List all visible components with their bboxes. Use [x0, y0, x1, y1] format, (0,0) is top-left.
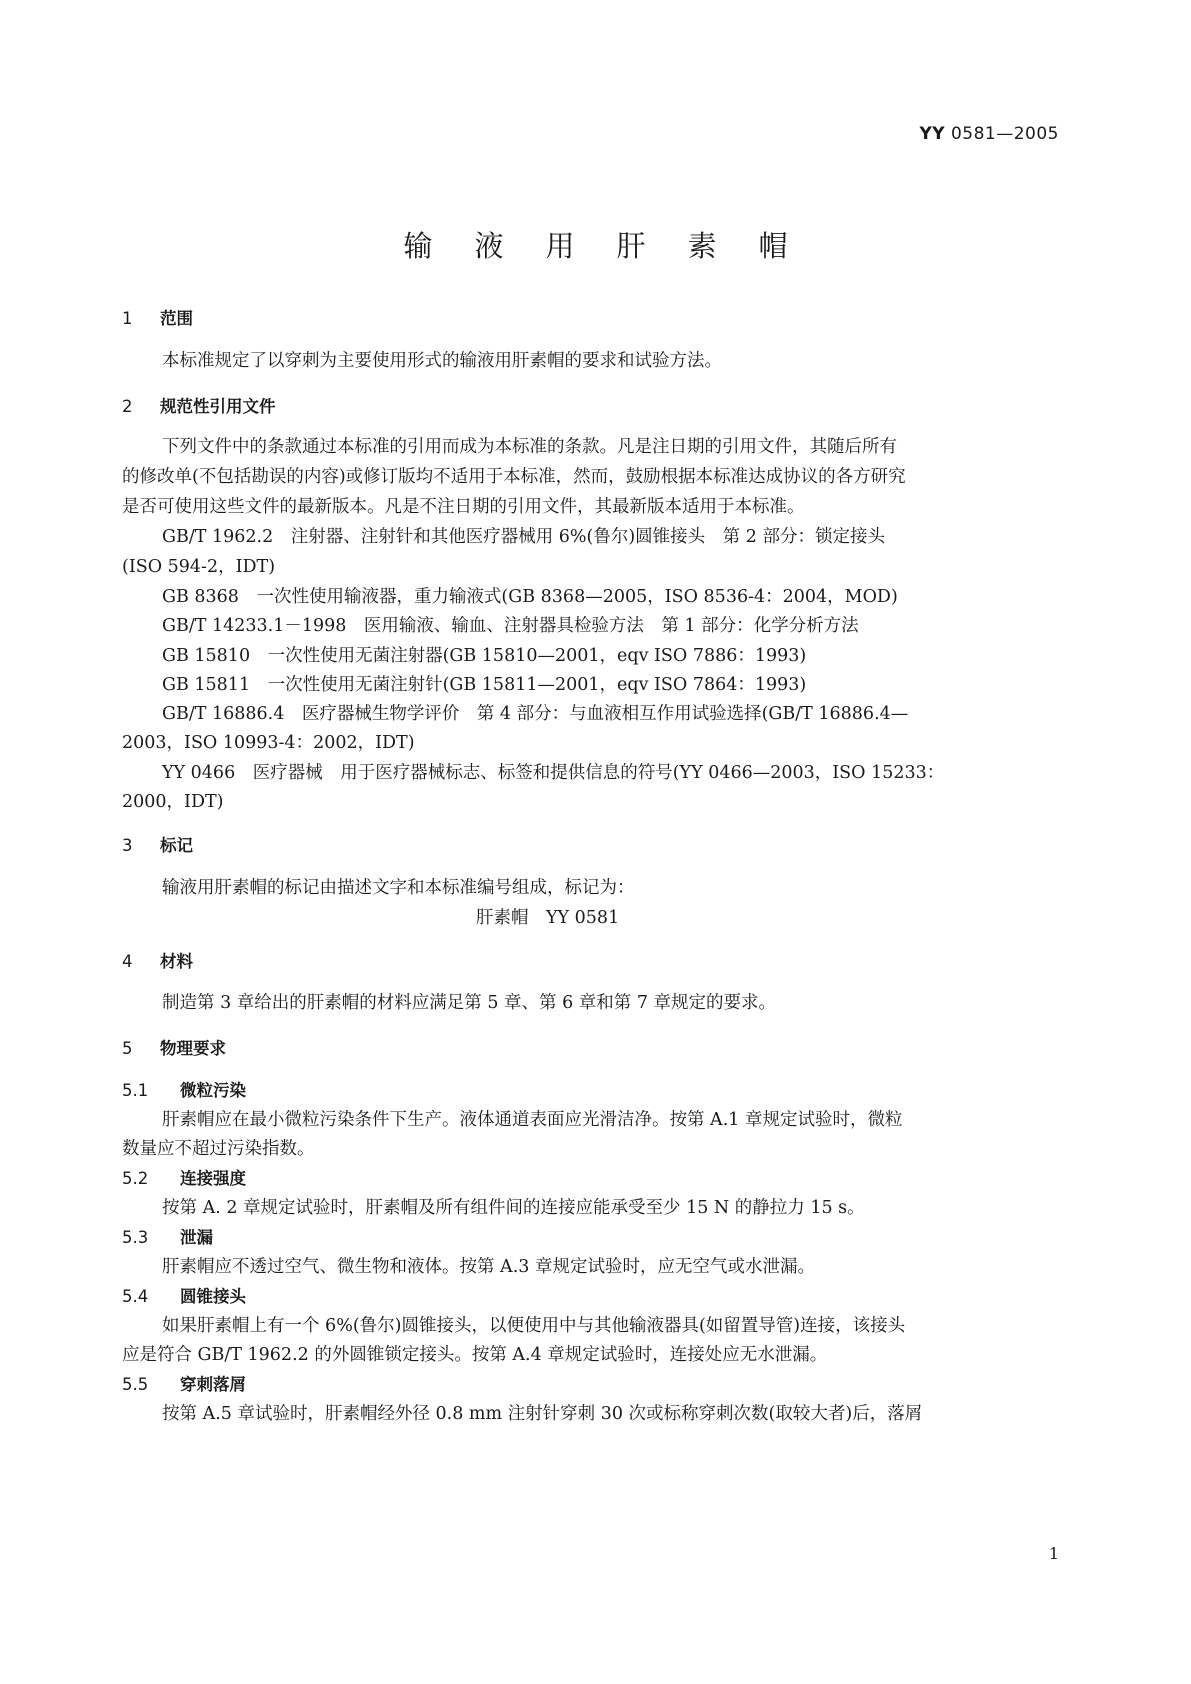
section-3-heading: 3 标记: [122, 836, 193, 855]
subsection-5-3-heading: 5.3 泄漏: [122, 1228, 213, 1247]
section-4-heading: 4 材料: [122, 952, 193, 971]
page-title: 输液用肝素帽: [403, 229, 830, 263]
section-2-intro-line: 是否可使用这些文件的最新版本。凡是不注日期的引用文件，其最新版本适用于本标准。: [122, 497, 805, 517]
reference-item: 2000，IDT): [122, 792, 224, 812]
subsection-5-4-text: 如果肝素帽上有一个 6%(鲁尔)圆锥接头，以便使用中与其他输液器具(如留置导管)连接，该接头: [162, 1316, 906, 1336]
subsection-5-4-heading: 5.4 圆锥接头: [122, 1287, 246, 1306]
section-2-intro-line: 的修改单(不包括勘误的内容)或修订版均不适用于本标准，然而，鼓励根据本标准达成协议的各方研究: [122, 467, 906, 487]
reference-item: GB/T 1962.2 注射器、注射针和其他医疗器械用 6%(鲁尔)圆锥接头 第 2 部分：锁定接头: [162, 527, 885, 547]
page-number: 1: [1048, 1544, 1059, 1563]
section-1-text: 本标准规定了以穿刺为主要使用形式的输液用肝素帽的要求和试验方法。: [162, 351, 722, 371]
subsection-5-1-heading: 5.1 微粒污染: [122, 1081, 246, 1100]
reference-item: GB 15810 一次性使用无菌注射器(GB 15810—2001，eqv ISO 7886：1993): [162, 646, 807, 666]
section-3-text: 输液用肝素帽的标记由描述文字和本标准编号组成，标记为：: [162, 878, 635, 898]
reference-item: YY 0466 医疗器械 用于医疗器械标志、标签和提供信息的符号(YY 0466—2003，ISO 15233：: [162, 763, 945, 783]
subsection-5-2-text: 按第 A. 2 章规定试验时，肝素帽及所有组件间的连接应能承受至少 15 N 的静拉力 15 s。: [162, 1198, 865, 1218]
section-1-heading: 1 范围: [122, 309, 193, 328]
reference-item: GB 8368 一次性使用输液器，重力输液式(GB 8368—2005，ISO 8536-4：2004，MOD): [162, 587, 898, 607]
reference-item: 2003，ISO 10993-4：2002，IDT): [122, 733, 415, 753]
reference-item: GB 15811 一次性使用无菌注射针(GB 15811—2001，eqv ISO 7864：1993): [162, 675, 807, 695]
subsection-5-4-text: 应是符合 GB/T 1962.2 的外圆锥锁定接头。按第 A.4 章规定试验时，连接处应无水泄漏。: [122, 1345, 828, 1365]
section-5-heading: 5 物理要求: [122, 1039, 226, 1058]
reference-item: GB/T 14233.1－1998 医用输液、输血、注射器具检验方法 第 1 部分：化学分析方法: [162, 616, 859, 636]
section-2-intro-line: 下列文件中的条款通过本标准的引用而成为本标准的条款。凡是注日期的引用文件，其随后所有: [162, 437, 897, 457]
subsection-5-1-text: 肝素帽应在最小微粒污染条件下生产。液体通道表面应光滑洁净。按第 A.1 章规定试验时，微粒: [162, 1110, 903, 1130]
subsection-5-3-text: 肝素帽应不透过空气、微生物和液体。按第 A.3 章规定试验时，应无空气或水泄漏。: [162, 1257, 815, 1277]
document-code: YY 0581—2005: [919, 124, 1059, 144]
section-2-heading: 2 规范性引用文件: [122, 397, 276, 416]
subsection-5-2-heading: 5.2 连接强度: [122, 1169, 246, 1188]
subsection-5-1-text: 数量应不超过污染指数。: [122, 1139, 315, 1159]
subsection-5-5-text: 按第 A.5 章试验时，肝素帽经外径 0.8 mm 注射针穿刺 30 次或标称穿刺次数(取较大者)后，落屑: [162, 1404, 923, 1424]
reference-item: GB/T 16886.4 医疗器械生物学评价 第 4 部分：与血液相互作用试验选择(GB/T 16886.4—: [162, 704, 909, 724]
subsection-5-5-heading: 5.5 穿刺落屑: [122, 1375, 246, 1394]
section-4-text: 制造第 3 章给出的肝素帽的材料应满足第 5 章、第 6 章和第 7 章规定的要求。: [162, 993, 777, 1013]
reference-item: (ISO 594-2，IDT): [122, 557, 276, 577]
marking-example: 肝素帽 YY 0581: [476, 908, 620, 928]
